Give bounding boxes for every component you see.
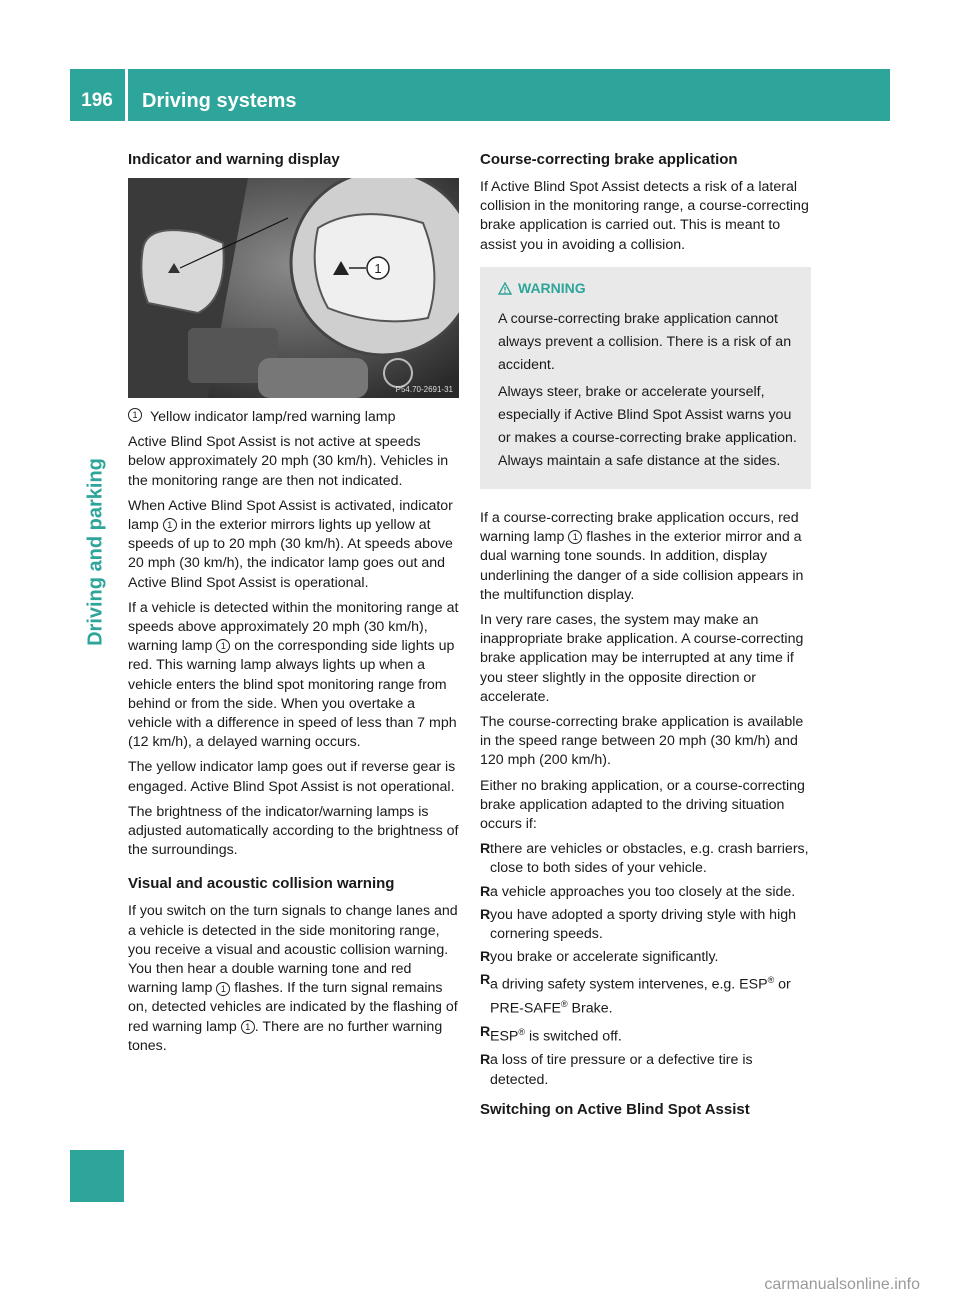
heading-brake-application: Course-correcting brake application [480,151,738,168]
paragraph: The brightness of the indicator/warning lamps is adjusted automatically according to the brightness of the surroundings. [128,803,459,859]
list-item: R a driving safety system intervenes, e.g. ESP® or PRE-SAFE® Brake. [480,972,791,1018]
paragraph: The yellow indicator lamp goes out if reverse gear is engaged. Active Blind Spot Assist is not operational. [128,759,456,795]
warning-triangle-icon [498,282,512,295]
section-title: Driving systems [142,90,297,112]
callout-1-icon: 1 [216,982,230,996]
list-item: R you have adopted a sporty driving style with high cornering speeds. [480,906,797,943]
warning-text: Always steer, brake or accelerate yourself, especially if Active Blind Spot Assist warns you or makes a course-correcting brake application. Always maintain a safe distance at the sides. [498,384,797,470]
side-tab-label: Driving and parking [84,458,107,646]
page-number: 196 [81,90,113,111]
callout-1-icon: 1 [241,1020,255,1034]
paragraph: If a course-correcting brake application occurs, red warning lamp 1 flashes in the exterior mirror and a dual warning tone sounds. In addition, display underlining the danger of a side collision appears in the multifunction display. [480,510,804,603]
list-item: R ESP® is switched off. [480,1024,622,1046]
callout-1-icon: 1 [128,408,142,422]
watermark: carmanualsonline.info [764,1276,920,1293]
svg-text:1: 1 [374,261,382,276]
callout-1-icon: 1 [216,639,230,653]
list-item: R you brake or accelerate significantly. [480,949,719,966]
header-divider [125,69,128,121]
callout-1-icon: 1 [163,518,177,532]
mirror-figure [128,178,459,398]
heading-switching-on: Switching on Active Blind Spot Assist [480,1100,750,1118]
paragraph: If you switch on the turn signals to change lanes and a vehicle is detected in the side monitoring range, you receive a visual and acoustic collision warning. You then hear a double warning tone and red warning lamp 1 flashes. If the turn signal remains on, detected vehicles are indicated by the flashing of red warning lamp 1 . There are no further warning tones. [128,903,458,1054]
heading-indicator-display: Indicator and warning display [128,151,340,168]
svg-text:P54.70-2691-31: P54.70-2691-31 [395,385,453,394]
paragraph: When Active Blind Spot Assist is activated, indicator lamp 1 in the exterior mirrors lights up yellow at speeds of up to 20 mph (30 km/h). At speeds above 20 mph (30 km/h), the indicator lamp goes out and Active Blind Spot Assist is operational. [128,497,453,591]
right-column [480,150,811,1128]
paragraph: Either no braking application, or a course-correcting brake application adapted to the driving situation occurs if: [480,777,805,833]
paragraph: In very rare cases, the system may make an inappropriate brake application. A course-correcting brake application may be interrupted at any time if you steer slightly in the opposite direction or accelerate. [480,612,804,705]
paragraph: If Active Blind Spot Assist detects a risk of a lateral collision in the monitoring range, a course-correcting brake application is carried out. This is meant to assist you in avoiding a collision. [480,179,809,253]
list-item: R a vehicle approaches you too closely at the side. [480,883,796,900]
warning-header: WARNING [498,279,801,298]
callout-1-icon: 1 [568,530,582,544]
list-item: R there are vehicles or obstacles, e.g. crash barriers, close to both sides of your vehicle. [480,841,809,877]
left-column [128,150,459,1062]
side-tab-square [70,1150,124,1202]
warning-box [480,267,811,489]
warning-text: A course-correcting brake application cannot always prevent a collision. There is a risk of an accident. [498,311,792,374]
paragraph: Active Blind Spot Assist is not active at speeds below approximately 20 mph (30 km/h). Vehicles in the monitoring range are then not indicated. [128,434,449,489]
condition-list [480,840,811,1089]
list-item: R a loss of tire pressure or a defective tire is detected. [480,1052,753,1088]
paragraph: If a vehicle is detected within the monitoring range at speeds above approximately 20 mph (30 km/h), warning lamp 1 on the corresponding side lights up red. This warning lamp always lights up when a vehicle enters the blind spot monitoring range from behind or from the side. When you overtake a vehicle with a difference in speed of less than 7 mph (12 km/h), a delayed warning occurs. [128,599,459,751]
figure-caption: 1 Yellow indicator lamp/red warning lamp [128,408,459,427]
heading-collision-warning: Visual and acoustic collision warning [128,875,395,893]
paragraph: The course-correcting brake application is available in the speed range between 20 mph (30 km/h) and 120 mph (200 km/h). [480,714,804,769]
